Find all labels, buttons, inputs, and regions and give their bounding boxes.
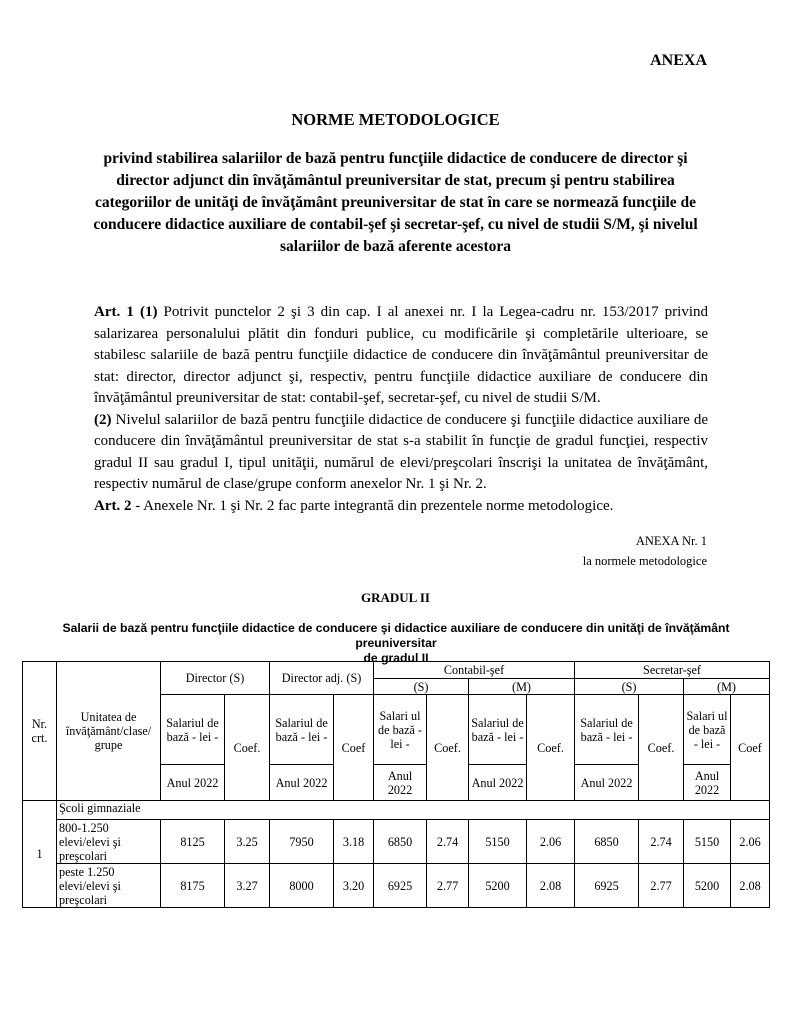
annex-number: ANEXA Nr. 1 <box>635 534 707 548</box>
header-director: Director (S) <box>161 662 270 695</box>
caption-line-2: de gradul II <box>363 651 429 665</box>
header-salary: Salariul de bază - lei - <box>575 695 639 765</box>
header-year: Anul 2022 <box>374 765 427 801</box>
row-label: peste 1.250 elevi/elevi şi preşcolari <box>57 864 161 908</box>
cell: 2.08 <box>527 864 575 908</box>
header-coef: Coef. <box>427 695 469 801</box>
header-year: Anul 2022 <box>469 765 527 801</box>
header-contabil-s: (S) <box>374 679 469 695</box>
header-salary: Salari ul de bază - lei - <box>374 695 427 765</box>
cell: 3.27 <box>225 864 270 908</box>
header-salary: Salariul de bază - lei - <box>469 695 527 765</box>
cell: 8175 <box>161 864 225 908</box>
cell: 3.25 <box>225 820 270 864</box>
paragraph-2-text: Nivelul salariilor de bază pentru funcţiile didactice de conducere şi funcţiile didactice auxiliare de conducere din învăţământul preuniversitar de stat s-a stabilit în funcţie de gradul funcţiei, respectiv gradul II sau gradul I, tipul unităţii, numărul de elevi/preşcolari înscrişi la unitatea de învăţământ, respectiv numărul de clase/grupe conform anexelor Nr. 1 şi Nr. 2. <box>94 411 708 492</box>
header-coef: Coef. <box>225 695 270 801</box>
page-title: NORME METODOLOGICE <box>291 110 500 129</box>
cell: 5200 <box>684 864 731 908</box>
page-subtitle: privind stabilirea salariilor de bază pentru funcţiile didactice de conducere de director şi director adjunct din învăţământul preuniversitar de stat, precum şi pentru stabilirea categoriilor de unităţi de învăţământ preuniversitar de stat în care se normează funcţiile de conducere didactice auxiliare de contabil-şef şi secretar-şef, cu nivel de studii S/M, şi nivelul salariilor de bază aferente acestora <box>93 150 698 255</box>
header-unit: Unitatea de învăţământ/clase/ grupe <box>57 662 161 801</box>
row-label: 800-1.250 elevi/elevi şi preşcolari <box>57 820 161 864</box>
grade-heading: GRADUL II <box>361 590 430 605</box>
annex-label: ANEXA <box>650 52 707 69</box>
cell: 5150 <box>469 820 527 864</box>
cell: 8000 <box>270 864 334 908</box>
header-director-adjunct: Director adj. (S) <box>270 662 374 695</box>
cell: 2.74 <box>639 820 684 864</box>
article-2 <box>94 496 708 518</box>
header-nr-crt: Nr. crt. <box>23 662 57 801</box>
articles-section <box>94 302 708 517</box>
cell: 8125 <box>161 820 225 864</box>
header-year: Anul 2022 <box>684 765 731 801</box>
cell: 6925 <box>575 864 639 908</box>
table-row <box>23 820 770 864</box>
header-contabil-sef: Contabil-şef <box>374 662 575 679</box>
annex-reference: la normele metodologice <box>582 554 707 568</box>
cell: 2.77 <box>427 864 469 908</box>
article-2-label: Art. 2 <box>94 497 132 514</box>
cell: 2.74 <box>427 820 469 864</box>
paragraph-1-number: (1) <box>139 304 158 320</box>
cell: 2.06 <box>527 820 575 864</box>
article-2-text: - Anexele Nr. 1 şi Nr. 2 fac parte integrantă din prezentele norme metodologice. <box>131 497 614 514</box>
cell: 2.77 <box>639 864 684 908</box>
article-1-paragraph-1 <box>94 302 708 410</box>
cell: 5200 <box>469 864 527 908</box>
cell: 6850 <box>374 820 427 864</box>
cell: 5150 <box>684 820 731 864</box>
annex-number-block <box>583 531 707 571</box>
header-year: Anul 2022 <box>161 765 225 801</box>
paragraph-2-number: (2) <box>94 411 112 428</box>
table-caption <box>34 621 758 666</box>
cell: 6850 <box>575 820 639 864</box>
cell: 3.18 <box>334 820 374 864</box>
header-coef: Coef <box>731 695 770 801</box>
table-row <box>23 864 770 908</box>
header-secretar-s: (S) <box>575 679 684 695</box>
cell: 3.20 <box>334 864 374 908</box>
header-year: Anul 2022 <box>575 765 639 801</box>
caption-line-1: Salarii de bază pentru funcţiile didactice de conducere şi didactice auxiliare de conducere din unităţi de învăţământ preuniversitar <box>62 621 730 650</box>
salary-table <box>22 661 770 908</box>
header-year: Anul 2022 <box>270 765 334 801</box>
header-contabil-m: (M) <box>469 679 575 695</box>
header-salary: Salari ul de bază - lei - <box>684 695 731 765</box>
header-secretar-sef: Secretar-şef <box>575 662 770 679</box>
article-1-label: Art. 1 <box>94 304 134 320</box>
cell: 6925 <box>374 864 427 908</box>
group-label: Şcoli gimnaziale <box>57 801 770 820</box>
cell: 7950 <box>270 820 334 864</box>
header-salary: Salariul de bază - lei - <box>270 695 334 765</box>
header-coef: Coef. <box>639 695 684 801</box>
header-coef: Coef <box>334 695 374 801</box>
header-coef: Coef. <box>527 695 575 801</box>
header-salary: Salariul de bază - lei - <box>161 695 225 765</box>
article-1-paragraph-2 <box>94 410 708 496</box>
row-group-number: 1 <box>23 801 57 908</box>
cell: 2.08 <box>731 864 770 908</box>
cell: 2.06 <box>731 820 770 864</box>
header-secretar-m: (M) <box>684 679 770 695</box>
paragraph-1-text: Potrivit punctelor 2 şi 3 din cap. I al anexei nr. I la Legea-cadru nr. 153/2017 privind salarizarea personalului plătit din fonduri publice, cu modificările şi completările ulterioare, se stabilesc salariile de bază pentru funcţiile didactice de conducere din învăţământul preuniversitar de stat: director, director adjunct şi, respectiv, pentru funcţiile didactice auxiliare de conducere din învăţământul preuniversitar de stat: contabil-şef, secretar-şef, cu nivel de studii S/M. <box>94 304 709 406</box>
